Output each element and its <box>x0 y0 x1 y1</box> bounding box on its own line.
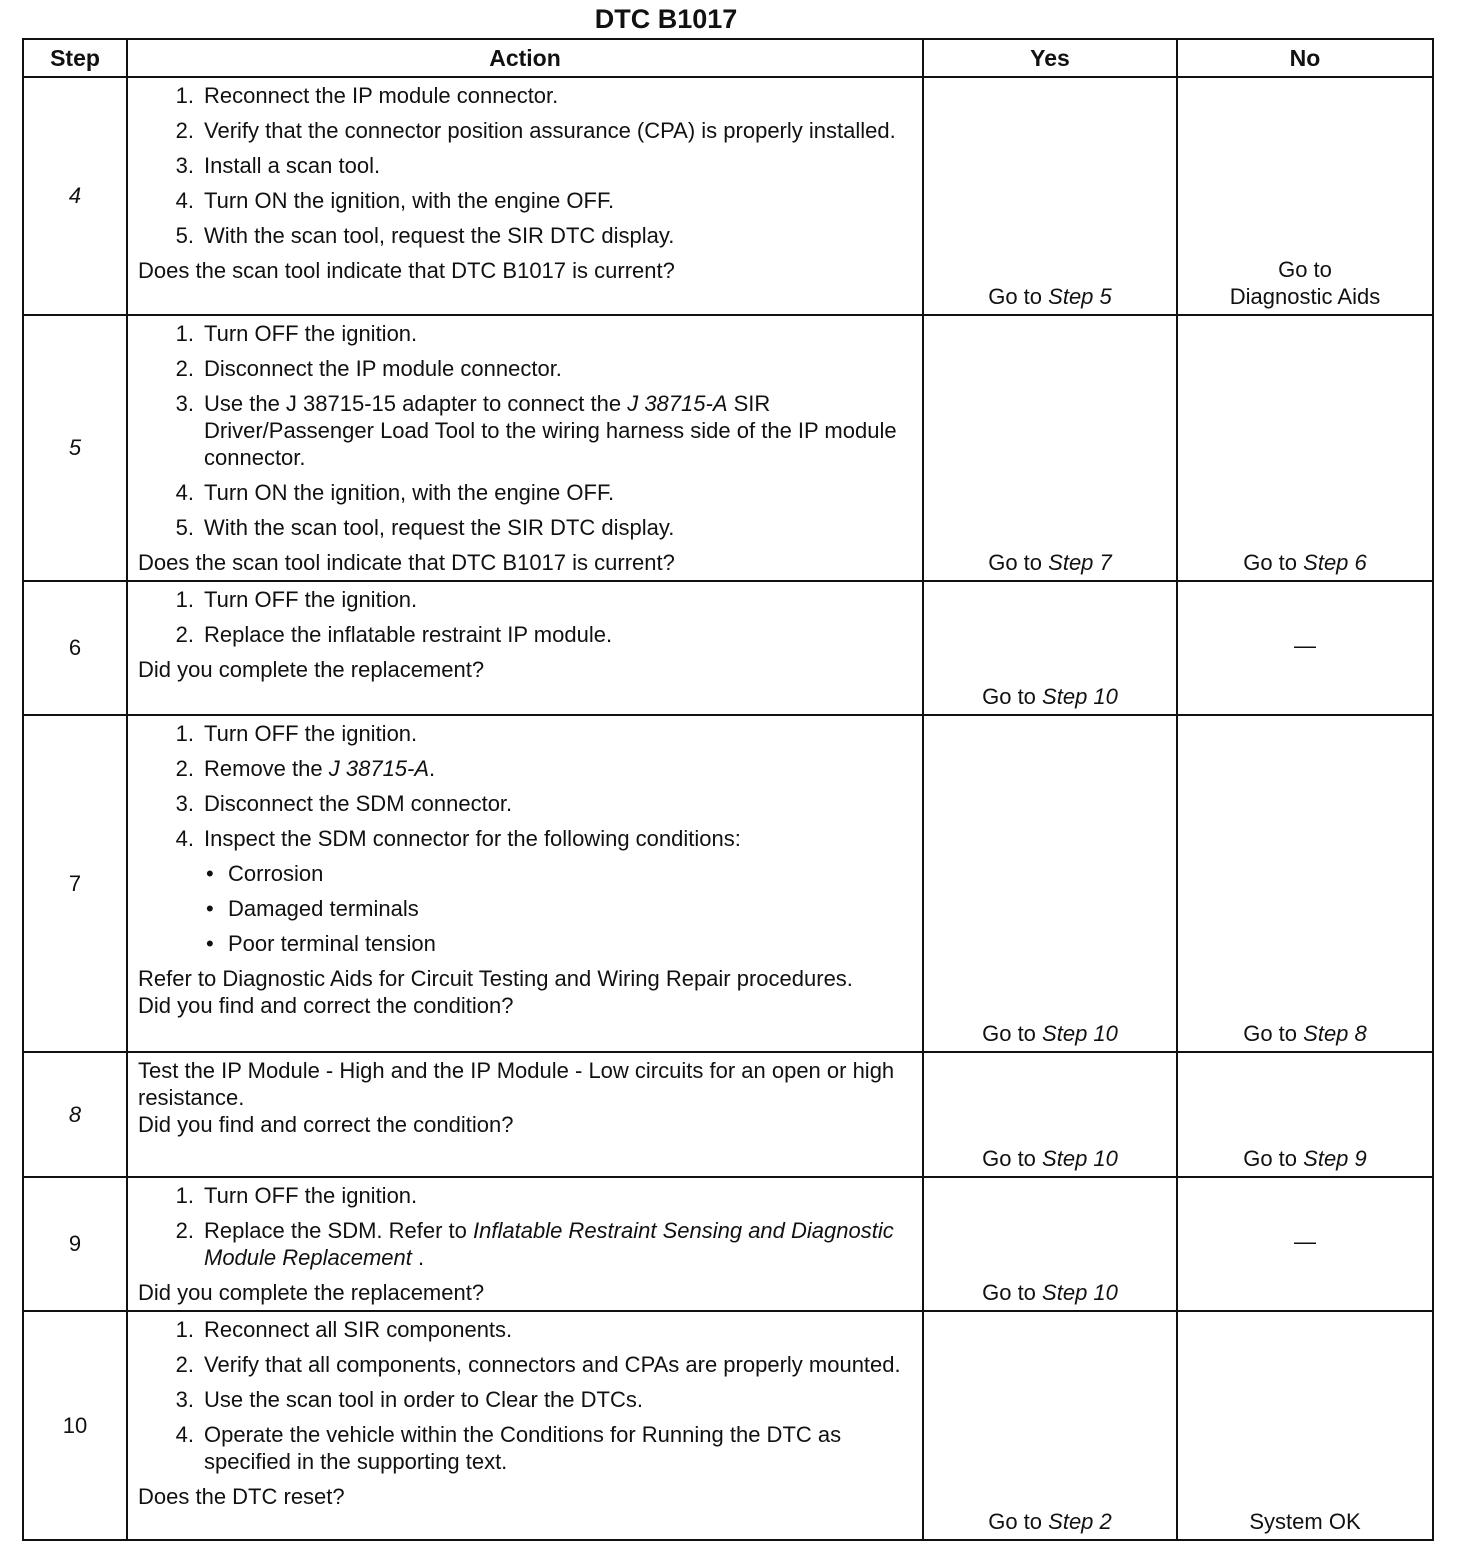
action-text: Test the IP Module - High and the IP Module - Low circuits for an open or high resistance. <box>138 1058 895 1110</box>
action-cell <box>127 1052 923 1177</box>
item-text: Use the J 38715-15 adapter to connect the <box>204 391 622 416</box>
action-cell: 1. Turn OFF the ignition. 2. Remove the J 38715-A. 3. Disconnect the SDM connector. 4. Inspect the SDM connector for the following conditions: • Corrosion • Damaged terminals • Poor terminal tension Refer to Diagnostic Aids for Circuit Testing and Wiring Repair procedures. Did you find and correct the condition? <box>127 715 923 1052</box>
item-text: . <box>429 756 436 781</box>
yes-prefix: Go to <box>988 284 1043 309</box>
table-row <box>23 1177 1433 1311</box>
table-row <box>23 315 1433 581</box>
item-text: SIR Driver/Passenger Load Tool to the wiring harness side of the IP module connector. <box>204 391 897 470</box>
no-prefix: Go to <box>1243 550 1298 575</box>
yes-cell <box>923 581 1177 715</box>
action-item <box>204 755 914 782</box>
item-text: Replace the SDM. Refer to <box>204 1218 467 1243</box>
action-item <box>204 390 914 471</box>
action-item: Turn ON the ignition, with the engine OFF. <box>204 480 615 505</box>
step-number: 8 <box>23 1052 127 1177</box>
yes-prefix: Go to <box>982 1021 1036 1046</box>
action-item <box>204 1217 914 1271</box>
action-item: Turn OFF the ignition. <box>204 1183 418 1208</box>
action-item: Disconnect the SDM connector. <box>204 791 513 816</box>
bullet-item: Corrosion <box>228 861 324 886</box>
no-step-link[interactable]: Step 8 <box>1303 1021 1367 1046</box>
no-prefix: Go to <box>1243 1146 1298 1171</box>
action-item: Use the scan tool in order to Clear the DTCs. <box>204 1387 643 1412</box>
action-item: Operate the vehicle within the Conditions for Running the DTC as specified in the supporting text. <box>204 1422 842 1474</box>
no-step-link[interactable]: Step 9 <box>1303 1146 1367 1171</box>
no-cell <box>1177 715 1433 1052</box>
yes-prefix: Go to <box>988 550 1043 575</box>
no-result: System OK <box>1249 1509 1361 1534</box>
step-number: 7 <box>23 715 127 1052</box>
action-item: Verify that the connector position assurance (CPA) is properly installed. <box>204 118 896 143</box>
yes-step-link[interactable]: Step 5 <box>1048 284 1112 309</box>
no-cell <box>1177 1311 1433 1540</box>
step-number: 6 <box>23 581 127 715</box>
table-row <box>23 715 1433 1052</box>
no-step-link[interactable]: Step 6 <box>1303 550 1367 575</box>
yes-step-link[interactable]: Step 10 <box>1042 684 1118 709</box>
procedure-reference[interactable]: Inflatable Restraint Sensing and Diagnostic Module Replacement <box>204 1218 894 1270</box>
action-item: With the scan tool, request the SIR DTC display. <box>204 223 675 248</box>
yes-step-link[interactable]: Step 2 <box>1048 1509 1112 1534</box>
action-item: Reconnect the IP module connector. <box>204 83 559 108</box>
action-question: Did you find and correct the condition? <box>138 993 514 1018</box>
header-action: Action <box>127 39 923 77</box>
table-row <box>23 1311 1433 1540</box>
yes-prefix: Go to <box>982 1280 1036 1305</box>
action-item: Reconnect all SIR components. <box>204 1317 513 1342</box>
tool-reference: J 38715-A <box>328 756 430 781</box>
action-question: Did you complete the replacement? <box>138 1280 485 1305</box>
yes-prefix: Go to <box>982 684 1036 709</box>
action-item: With the scan tool, request the SIR DTC display. <box>204 515 675 540</box>
yes-cell <box>923 77 1177 315</box>
action-item: Turn OFF the ignition. <box>204 587 418 612</box>
no-prefix: Go to <box>1243 1021 1298 1046</box>
step-number: 9 <box>23 1177 127 1311</box>
step-number: 5 <box>23 315 127 581</box>
no-dash: — <box>1294 633 1316 658</box>
header-step: Step <box>23 39 127 77</box>
yes-step-link[interactable]: Step 10 <box>1042 1021 1118 1046</box>
diagnostic-table <box>22 38 1434 1541</box>
action-question: Does the scan tool indicate that DTC B1017 is current? <box>138 258 675 283</box>
action-item: Replace the inflatable restraint IP module. <box>204 622 613 647</box>
yes-prefix: Go to <box>982 1146 1036 1171</box>
yes-step-link[interactable]: Step 10 <box>1042 1280 1118 1305</box>
table-row <box>23 581 1433 715</box>
yes-cell <box>923 1052 1177 1177</box>
bullet-item: Damaged terminals <box>228 896 419 921</box>
action-cell: 1. Reconnect all SIR components. 2. Verify that all components, connectors and CPAs are properly mounted. 3. Use the scan tool in order to Clear the DTCs. 4. Operate the vehicle within the Conditions for Running the DTC as specified in the supporting text. Does the DTC reset? <box>127 1311 923 1540</box>
no-cell <box>1177 315 1433 581</box>
yes-cell <box>923 315 1177 581</box>
action-item: Verify that all components, connectors and CPAs are properly mounted. <box>204 1352 901 1377</box>
step-number: 10 <box>23 1311 127 1540</box>
yes-cell <box>923 1177 1177 1311</box>
action-item: Turn OFF the ignition. <box>204 721 418 746</box>
bullet-item: Poor terminal tension <box>228 931 436 956</box>
header-no: No <box>1177 39 1433 77</box>
no-cell <box>1177 581 1433 715</box>
action-note: Refer to Diagnostic Aids for Circuit Testing and Wiring Repair procedures. <box>138 966 853 991</box>
action-cell: 1. Turn OFF the ignition. 2. Disconnect the IP module connector. 3. Use the J 38715-15 adapter to connect the J 38715-A SIR Driver/Passenger Load Tool to the wiring harness side of the IP module connector. 4. Turn ON the ignition, with the engine OFF. 5. With the scan tool, request the SIR DTC display. Does the scan tool indicate that DTC B1017 is current? <box>127 315 923 581</box>
action-item: Turn ON the ignition, with the engine OFF. <box>204 188 615 213</box>
yes-cell <box>923 1311 1177 1540</box>
action-cell: 1. Reconnect the IP module connector. 2. Verify that the connector position assurance (CPA) is properly installed. 3. Install a scan tool. 4. Turn ON the ignition, with the engine OFF. 5. With the scan tool, request the SIR DTC display. Does the scan tool indicate that DTC B1017 is current? <box>127 77 923 315</box>
action-cell: 1. Turn OFF the ignition. 2. Replace the inflatable restraint IP module. Did you complete the replacement? <box>127 581 923 715</box>
action-item: Disconnect the IP module connector. <box>204 356 562 381</box>
no-cell <box>1177 1052 1433 1177</box>
action-question: Did you complete the replacement? <box>138 657 485 682</box>
no-text: Go to <box>1278 257 1332 282</box>
action-question: Does the scan tool indicate that DTC B1017 is current? <box>138 550 675 575</box>
no-cell <box>1177 1177 1433 1311</box>
yes-step-link[interactable]: Step 10 <box>1042 1146 1118 1171</box>
yes-step-link[interactable]: Step 7 <box>1048 550 1112 575</box>
table-row <box>23 1052 1433 1177</box>
page-title: DTC B1017 <box>594 4 738 34</box>
yes-cell <box>923 715 1177 1052</box>
action-item: Install a scan tool. <box>204 153 381 178</box>
item-text: . <box>418 1245 425 1270</box>
header-yes: Yes <box>923 39 1177 77</box>
no-cell <box>1177 77 1433 315</box>
no-dash: — <box>1294 1229 1316 1254</box>
action-item: Turn OFF the ignition. <box>204 321 418 346</box>
action-item: Inspect the SDM connector for the following conditions: <box>204 826 741 851</box>
action-cell: 1. Turn OFF the ignition. 2. Replace the SDM. Refer to Inflatable Restraint Sensing and Diagnostic Module Replacement . Did you complete the replacement? <box>127 1177 923 1311</box>
step-number: 4 <box>23 77 127 315</box>
action-question: Does the DTC reset? <box>138 1484 345 1509</box>
table-row <box>23 77 1433 315</box>
yes-prefix: Go to <box>988 1509 1043 1534</box>
tool-reference: J 38715-A <box>627 391 728 416</box>
item-text: Remove the <box>204 756 323 781</box>
action-question: Did you find and correct the condition? <box>138 1112 514 1137</box>
table-header-row <box>23 39 1433 77</box>
no-link-diagnostic-aids[interactable]: Diagnostic Aids <box>1229 284 1381 309</box>
